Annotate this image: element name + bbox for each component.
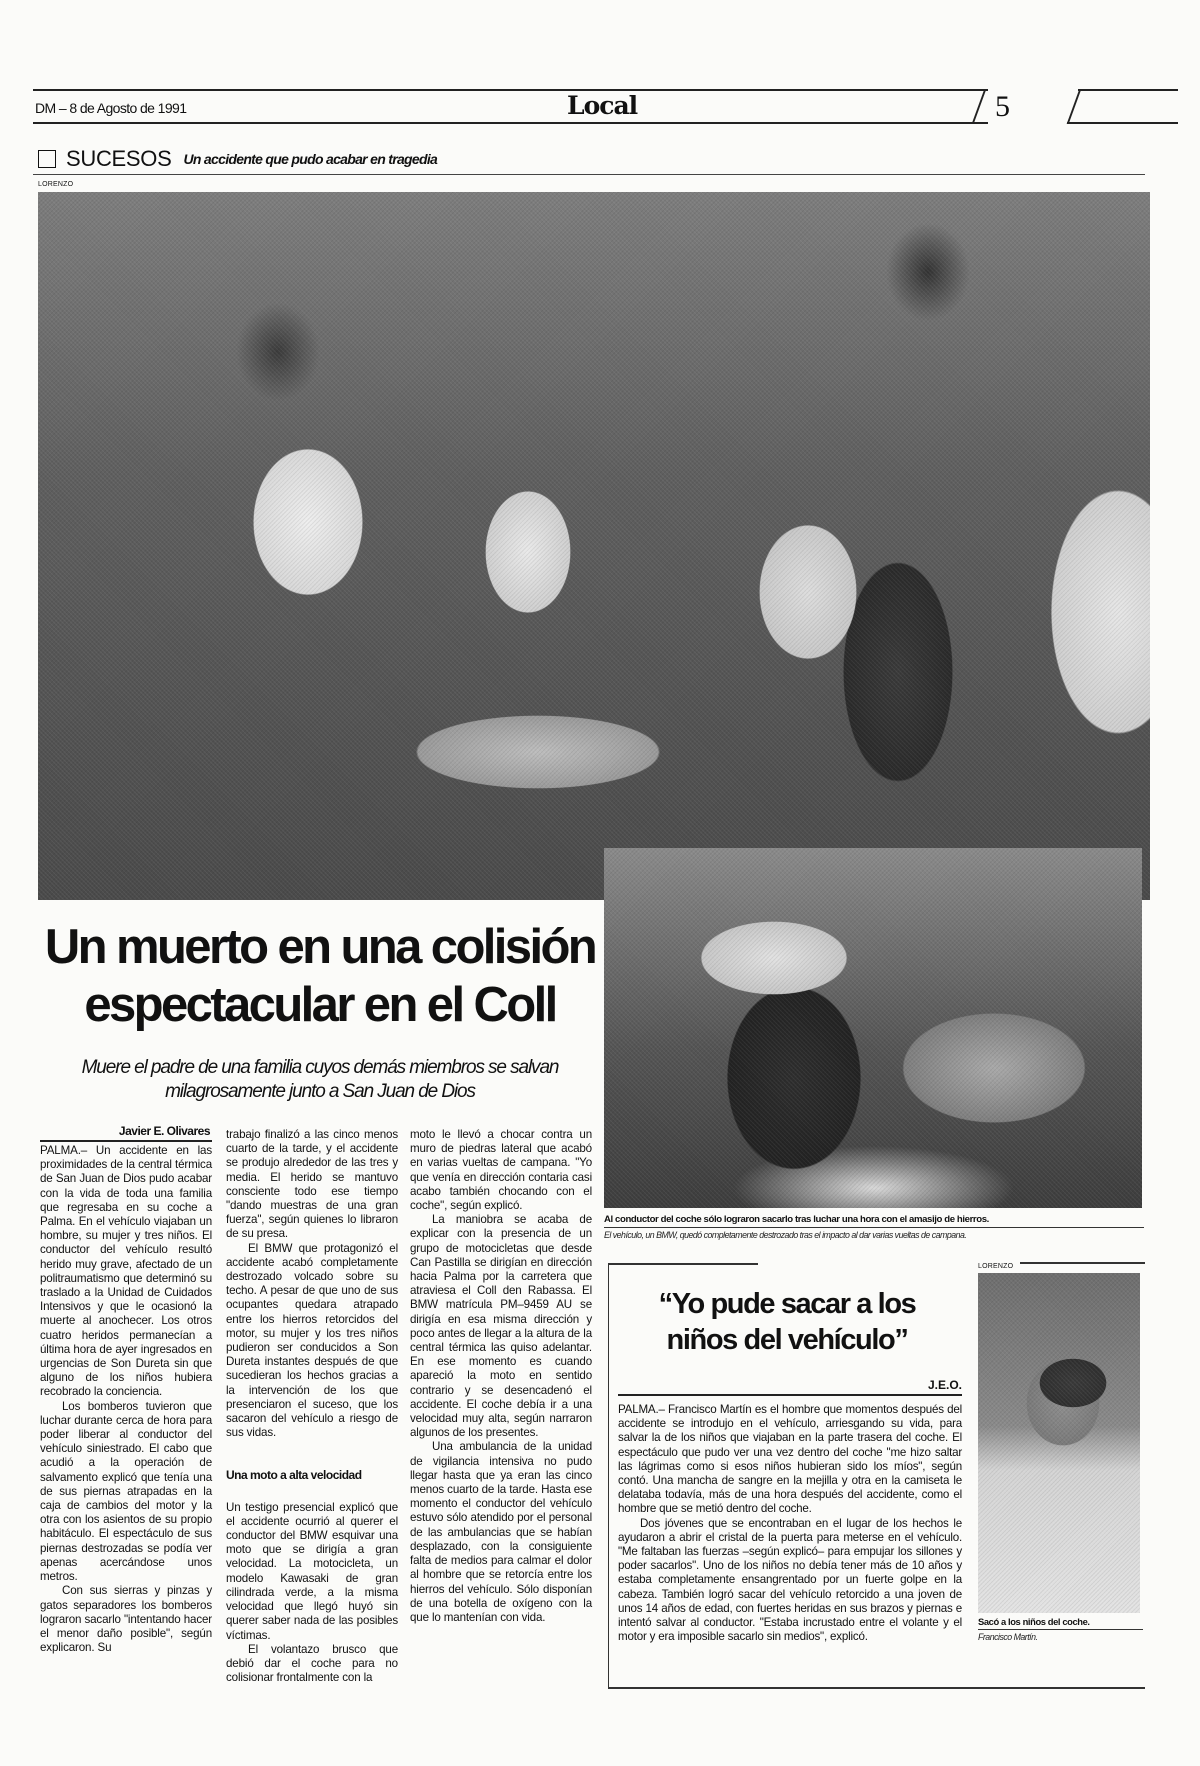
sidebar-title [612,1286,962,1358]
portrait-caption: Sacó a los niños del coche. [978,1616,1090,1627]
portrait-subcaption: Francisco Martín. [978,1632,1038,1642]
masthead-rule [1078,89,1178,91]
masthead-rule [33,89,390,91]
paragraph: Los bomberos tuvieron que luchar durante cerca de hora para poder liberar al conductor del vehículo siniestrado. El cabo que acudió a la operación de salvamento explicó que tenía una de sus piernas atrapadas en la caja de cambios del motor y la otra con los asientos de su propio habitáculo. El espectáculo de sus piernas destrozadas se podía ver apenas acercándose unos metros. [40,1399,212,1584]
paragraph: Dos jóvenes que se encontraban en el lugar de los hechos le ayudaron a abrir el cristal de la puerta para meterse en el vehículo. "Me faltaban las fuerzas –según explicó– para empujar los sillones y poder sacarlos". Uno de los niños no debía tener más de 10 años y estaba completamente ensangrentado por un fuerte golpe en la cabeza. También logró sacar del vehículo retorcido a una joven de unos 14 años de edad, con fuertes heridas en sus brazos y piernas e intentó salvar al conductor. "Estaba incrustado entre el volante y el motor y era imposible sacarlo sin medios", explicó. [618,1516,962,1644]
headline [40,918,600,1034]
headline-line: Un muerto en una colisión [44,920,596,974]
paragraph: moto le llevó a chocar contra un muro de piedras lateral que acabó en varias vueltas de campana. "Yo que venía en dirección contaria casi acabo también chocando con el coche", según explicó. [410,1128,592,1213]
portrait-credit: LORENZO [978,1263,1014,1270]
sidebar-title-line: “Yo pude sacar a los [658,1288,916,1320]
headline-line: espectacular en el Coll [84,978,556,1032]
caption-rule [978,1629,1143,1630]
masthead-rule [33,122,988,124]
paragraph: PALMA.– Francisco Martín es el hombre que momentos después del accidente se introdujo en el vehículo, arriesgando su vida, para salvar la de los niños que viajaban en la parte trasera del coche. El espectáculo que pudo ver una vez dentro del coche "me hizo saltar las lágrimas como si esos niños hubieran sido los míos", según contó. Una mancha de sangre en la mejilla y otra en la camiseta le delataba todavía, más de una hora después del accidente, como el hombre que se metió dentro del coche. [618,1403,962,1516]
masthead-divider [972,89,987,124]
sidebar-frame [608,1687,1145,1689]
paragraph: Una ambulancia de la unidad de vigilancia intensiva no pudo llegar hasta que ya eran las cinco menos cuarto de la tarde. Hasta ese momento el conductor del vehículo estuvo sólo atendido por el personal de las ambulancias que se habían desplazado, con la consiguiente falta de medios para calmar el dolor al hombre que se retorcía entre los hierros del vehículo. Sólo disponían de una botella de oxígeno con la que lo mantenían con vida. [410,1440,592,1624]
main-photo [38,192,1150,900]
subhead-line: Muere el padre de una familia cuyos demás miembros se salvan [81,1057,559,1078]
masthead-rule [1067,122,1178,124]
sidebar-byline-rule [618,1394,962,1396]
paragraph: El volantazo brusco que debió dar el coche para no colisionar frontalmente con la [226,1642,398,1685]
caption-rule [604,1227,1144,1228]
paragraph: Con sus sierras y pinzas y gatos separadores los bomberos lograron sacarlo "intentando hacer el menor daño posible", según explicaron. Su [40,1584,212,1655]
portrait-photo [978,1273,1140,1613]
sidebar-frame [1020,1262,1145,1264]
car-wreck-photo [604,848,1142,1208]
paragraph: trabajo finalizó a las cinco menos cuarto de la tarde, y el accidente se produjo alrededor de las tres y media. El herido se mantuvo consciente todo ese tiempo "dando muestras de una gran fuerza", según quienes lo libraron de su presa. [226,1128,398,1241]
square-icon [38,150,56,168]
section-header [38,146,437,172]
article-subtitle: Una moto a alta velocidad [226,1468,362,1483]
article-column-1 [40,1144,212,1655]
section-title: Local [567,91,638,120]
masthead-divider [1067,89,1082,124]
section-name: SUCESOS [66,146,172,171]
paragraph: El BMW que protagonizó el accidente acabó completamente destrozado volcado sobre su techo. A pesar de que uno de sus ocupantes quedara atrapado entre los hierros retorcidos del motor, su mujer y los tres niños pudieron ser conducidos a Son Dureta instantes después de que sucedieran los hechos gracias a la intervención de los que presenciaron el suceso, que los sacaron del vehículo a riesgo de sus vidas. [226,1241,398,1440]
masthead [33,89,1093,124]
masthead-rule [390,89,988,91]
sidebar-title-line: niños del vehículo” [666,1324,908,1356]
subhead-line: milagrosamente junto a San Juan de Dios [165,1081,475,1102]
page-number: 5 [995,90,1010,123]
sidebar-byline: J.E.O. [927,1378,962,1392]
byline: Javier E. Olivares [118,1124,210,1138]
car-photo-caption: Al conductor del coche sólo lograron sacarlo tras luchar una hora con el amasijo de hierros. [604,1214,989,1225]
subheadline [40,1056,600,1104]
paragraph: Un testigo presencial explicó que el accidente ocurrió al querer el conductor del BMW esquivar una moto que se dirigía a gran velocidad. La motocicleta, un modelo Kawasaki de gran cilindrada verde, a la misma velocidad que llegó huyó sin querer saber nada de las posibles víctimas. [226,1500,398,1642]
paragraph: La maniobra se acaba de explicar con la presencia de un grupo de motocicletas que desde Can Pastilla se dirigían en dirección hacia Palma por la carretera que atraviesa el Coll den Rabassa. El BMW matrícula PM–9459 AU se dirigía en esa misma dirección y poco antes de llegar a la altura de la central térmica las quiso adelantar. En ese momento es cuando apareció la moto en sentido contrario y se desencadenó el accidente. El coche debía ir a una velocidad muy alta, según narraron algunos de los presentes. [410,1213,592,1440]
article-column-2 [226,1128,398,1685]
section-kicker: Un accidente que pudo acabar en tragedia [183,151,438,167]
byline-rule [40,1140,212,1142]
photo-credit: LORENZO [38,181,74,188]
article-column-3 [410,1128,592,1625]
issue-date: DM – 8 de Agosto de 1991 [35,100,187,116]
sidebar-text [618,1403,962,1644]
paragraph: PALMA.– Un accidente en las proximidades de la central térmica de San Juan de Dios pudo acabar con la vida de toda una familia que regresaba en su coche a Palma. En el vehículo viajaban un hombre, su mujer y tres niños. El conductor del vehículo resultó herido muy grave, afectado de un politraumatismo que determinó su traslado a la Unidad de Cuidados Intensivos y que le ocasionó la muerte al anochecer. Los otros cuatro heridos permanecían a última hora de ayer ingresados en urgencias de Son Dureta sin que alguno de los niños hubiera recobrado la conciencia. [40,1144,212,1399]
section-rule [33,174,1145,175]
car-photo-subcaption: El vehículo, un BMW, quedó completamente destrozado tras el impacto al dar varias vueltas de campana. [604,1230,967,1240]
sidebar-frame [608,1263,758,1265]
sidebar-frame [608,1263,609,1688]
